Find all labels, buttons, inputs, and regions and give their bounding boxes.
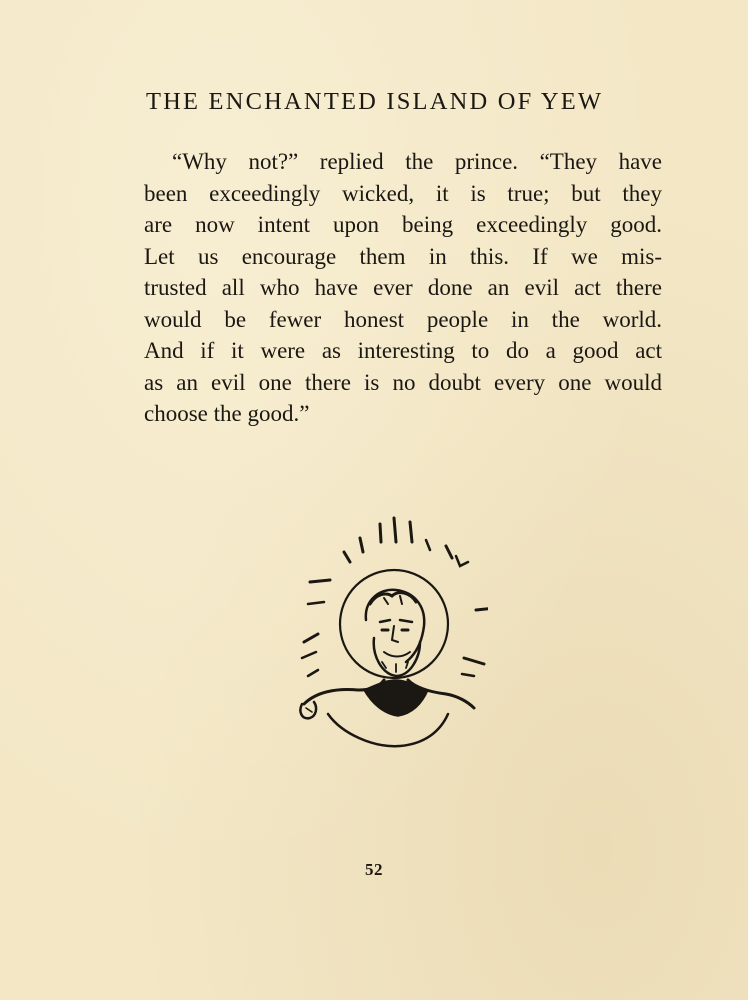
paragraph-line: trusted all who have ever done an evil act there xyxy=(144,275,662,300)
paragraph-line: as an evil one there is no doubt every one would xyxy=(144,369,662,395)
page-number: 52 xyxy=(365,860,383,879)
paragraph-line: would be fewer honest people in the world. xyxy=(144,306,662,332)
paragraph-line: And if it were as interesting to do a good act xyxy=(144,338,662,363)
running-head: THE ENCHANTED ISLAND OF YEW xyxy=(146,88,604,115)
paragraph-line: are now intent upon being exceedingly good. xyxy=(144,212,662,237)
paragraph-line: been exceedingly wicked, it is true; but they xyxy=(144,180,662,206)
paragraph-line: “Why not?” replied the prince. “They have xyxy=(172,149,662,174)
body-paragraph xyxy=(144,146,662,430)
haloed-bearded-man-icon xyxy=(288,508,488,758)
paragraph-line: Let us encourage them in this. If we mis- xyxy=(144,243,662,269)
paragraph-line: choose the good.” xyxy=(144,401,310,426)
